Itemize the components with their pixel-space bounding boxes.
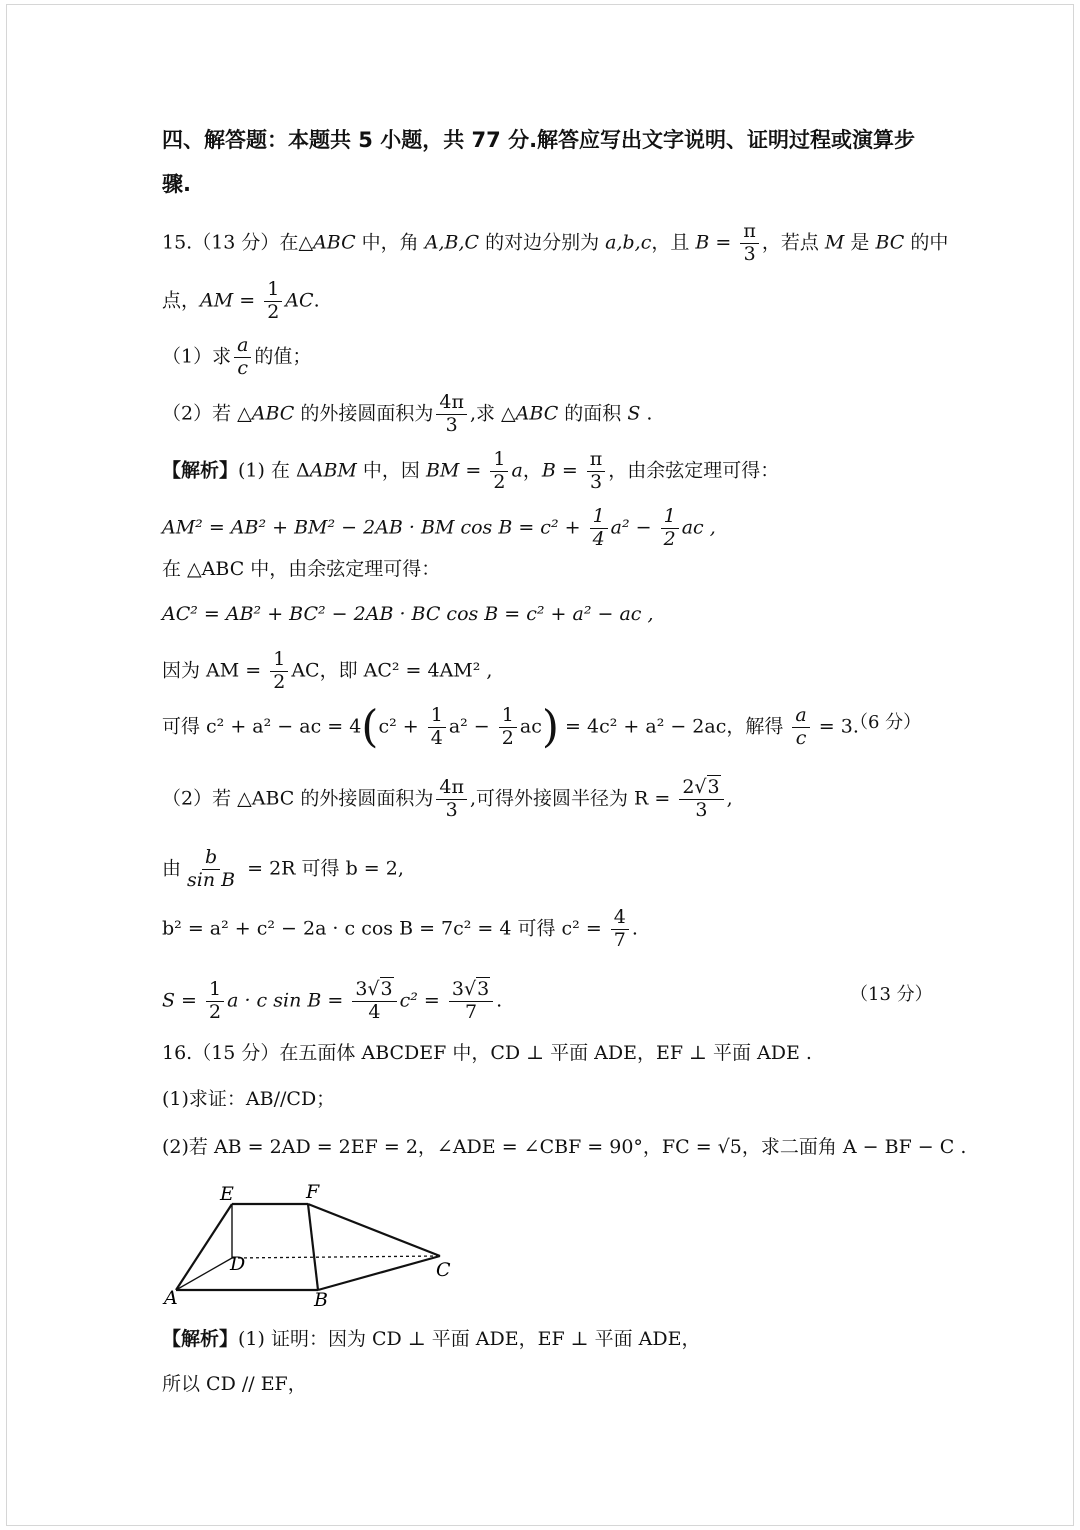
label-B: B — [314, 1289, 328, 1310]
edge-FB — [308, 1204, 318, 1290]
sol15-line7: （2）若 △ABC 的外接圆面积为 $\frac{4\pi}{3}$ ,可得外接圆半径为 R = $\frac{2√3}{3}$ , — [162, 776, 733, 821]
sol15-line1: 【解析】(1) 在 ΔABM 中，因 BM = $\frac{1}{2}$ a，B = $\frac{\pi}{3}$ ，由余弦定理可得： — [162, 448, 780, 493]
edge-EA — [176, 1204, 232, 1290]
score-6: （6 分） — [850, 712, 922, 733]
sol16-line2: 所以 CD // EF， — [162, 1373, 307, 1395]
edge-BC — [318, 1256, 440, 1290]
label-F: F — [306, 1181, 320, 1203]
q15-part2: （2）若 △ABC 的外接圆面积为 $\frac{4\pi}{3}$ ,求 △ABC 的面积 S . — [162, 391, 653, 436]
pentahedron-figure — [160, 1180, 480, 1310]
label-D: D — [230, 1253, 246, 1275]
fraction-pi-3: $\frac{\pi}{3}$ — [740, 222, 759, 265]
label-C: C — [436, 1259, 451, 1281]
fraction-4pi-3: $\frac{4\pi}{3}$ — [436, 393, 467, 436]
edge-DC-hidden — [232, 1256, 440, 1258]
fraction-a-c: $\frac{a}{c}$ — [234, 336, 251, 379]
q16-part2: (2)若 AB = 2AD = 2EF = 2，∠ADE = ∠CBF = 90°，FC = √5，求二面角 A − BF − C . — [162, 1136, 967, 1158]
sol15-line6: 可得 c² + a² − ac = 4(c² + $\frac{1}{4}$ a² − $\frac{1}{2}$ ac) = 4c² + a² − 2ac，解得 $\frac{a}{c}$ = 3. — [162, 701, 859, 753]
sol16-line1: 【解析】(1) 证明：因为 CD ⊥ 平面 ADE，EF ⊥ 平面 ADE， — [162, 1328, 701, 1350]
label-A: A — [164, 1287, 178, 1309]
q15-stem-line2: 点，AM = $\frac{1}{2}$ AC. — [162, 278, 320, 323]
sol15-line8: 由 $\frac{b}{\text{sin B}}$ = 2R 可得 b = 2, — [162, 846, 404, 891]
section-heading: 四、解答题：本题共 5 小题，共 77 分.解答应写出文字说明、证明过程或演算步 — [162, 128, 916, 152]
q15-part1: （1）求 $\frac{a}{c}$ 的值； — [162, 334, 312, 379]
fraction-1-2: $\frac{1}{2}$ — [264, 280, 282, 323]
sol15-line2: AM² = AB² + BM² − 2AB · BM cos B = c² + $\frac{1}{4}$ a² − $\frac{1}{2}$ ac , — [162, 505, 716, 550]
q16-stem: 16.（15 分）在五面体 ABCDEF 中，CD ⊥ 平面 ADE，EF ⊥ 平面 ADE . — [162, 1042, 812, 1064]
section-heading-cont: 骤. — [162, 172, 191, 196]
sol15-line10: S = $\frac{1}{2}$ a · c sin B = $\frac{3√3}{4}$ c² = $\frac{3√3}{7}$ . — [162, 978, 503, 1023]
label-E: E — [220, 1183, 234, 1205]
sol15-line9: b² = a² + c² − 2a · c cos B = 7c² = 4 可得 c² = $\frac{4}{7}$ . — [162, 906, 638, 951]
q16-part1: (1)求证：AB//CD； — [162, 1088, 336, 1110]
sol15-line4: AC² = AB² + BC² − 2AB · BC cos B = c² + a² − ac , — [162, 603, 654, 625]
q15-stem-line1: 15.（13 分）在△ABC 中，角 A,B,C 的对边分别为 a,b,c，且 B = $\frac{\pi}{3}$ ，若点 M 是 BC 的中 — [162, 220, 949, 265]
score-13: （13 分） — [850, 984, 933, 1005]
edge-FC — [308, 1204, 440, 1256]
sol15-line5: 因为 AM = $\frac{1}{2}$ AC，即 AC² = 4AM² , — [162, 648, 493, 693]
sol15-line3: 在 △ABC 中，由余弦定理可得： — [162, 558, 441, 580]
edge-AD — [176, 1258, 232, 1290]
